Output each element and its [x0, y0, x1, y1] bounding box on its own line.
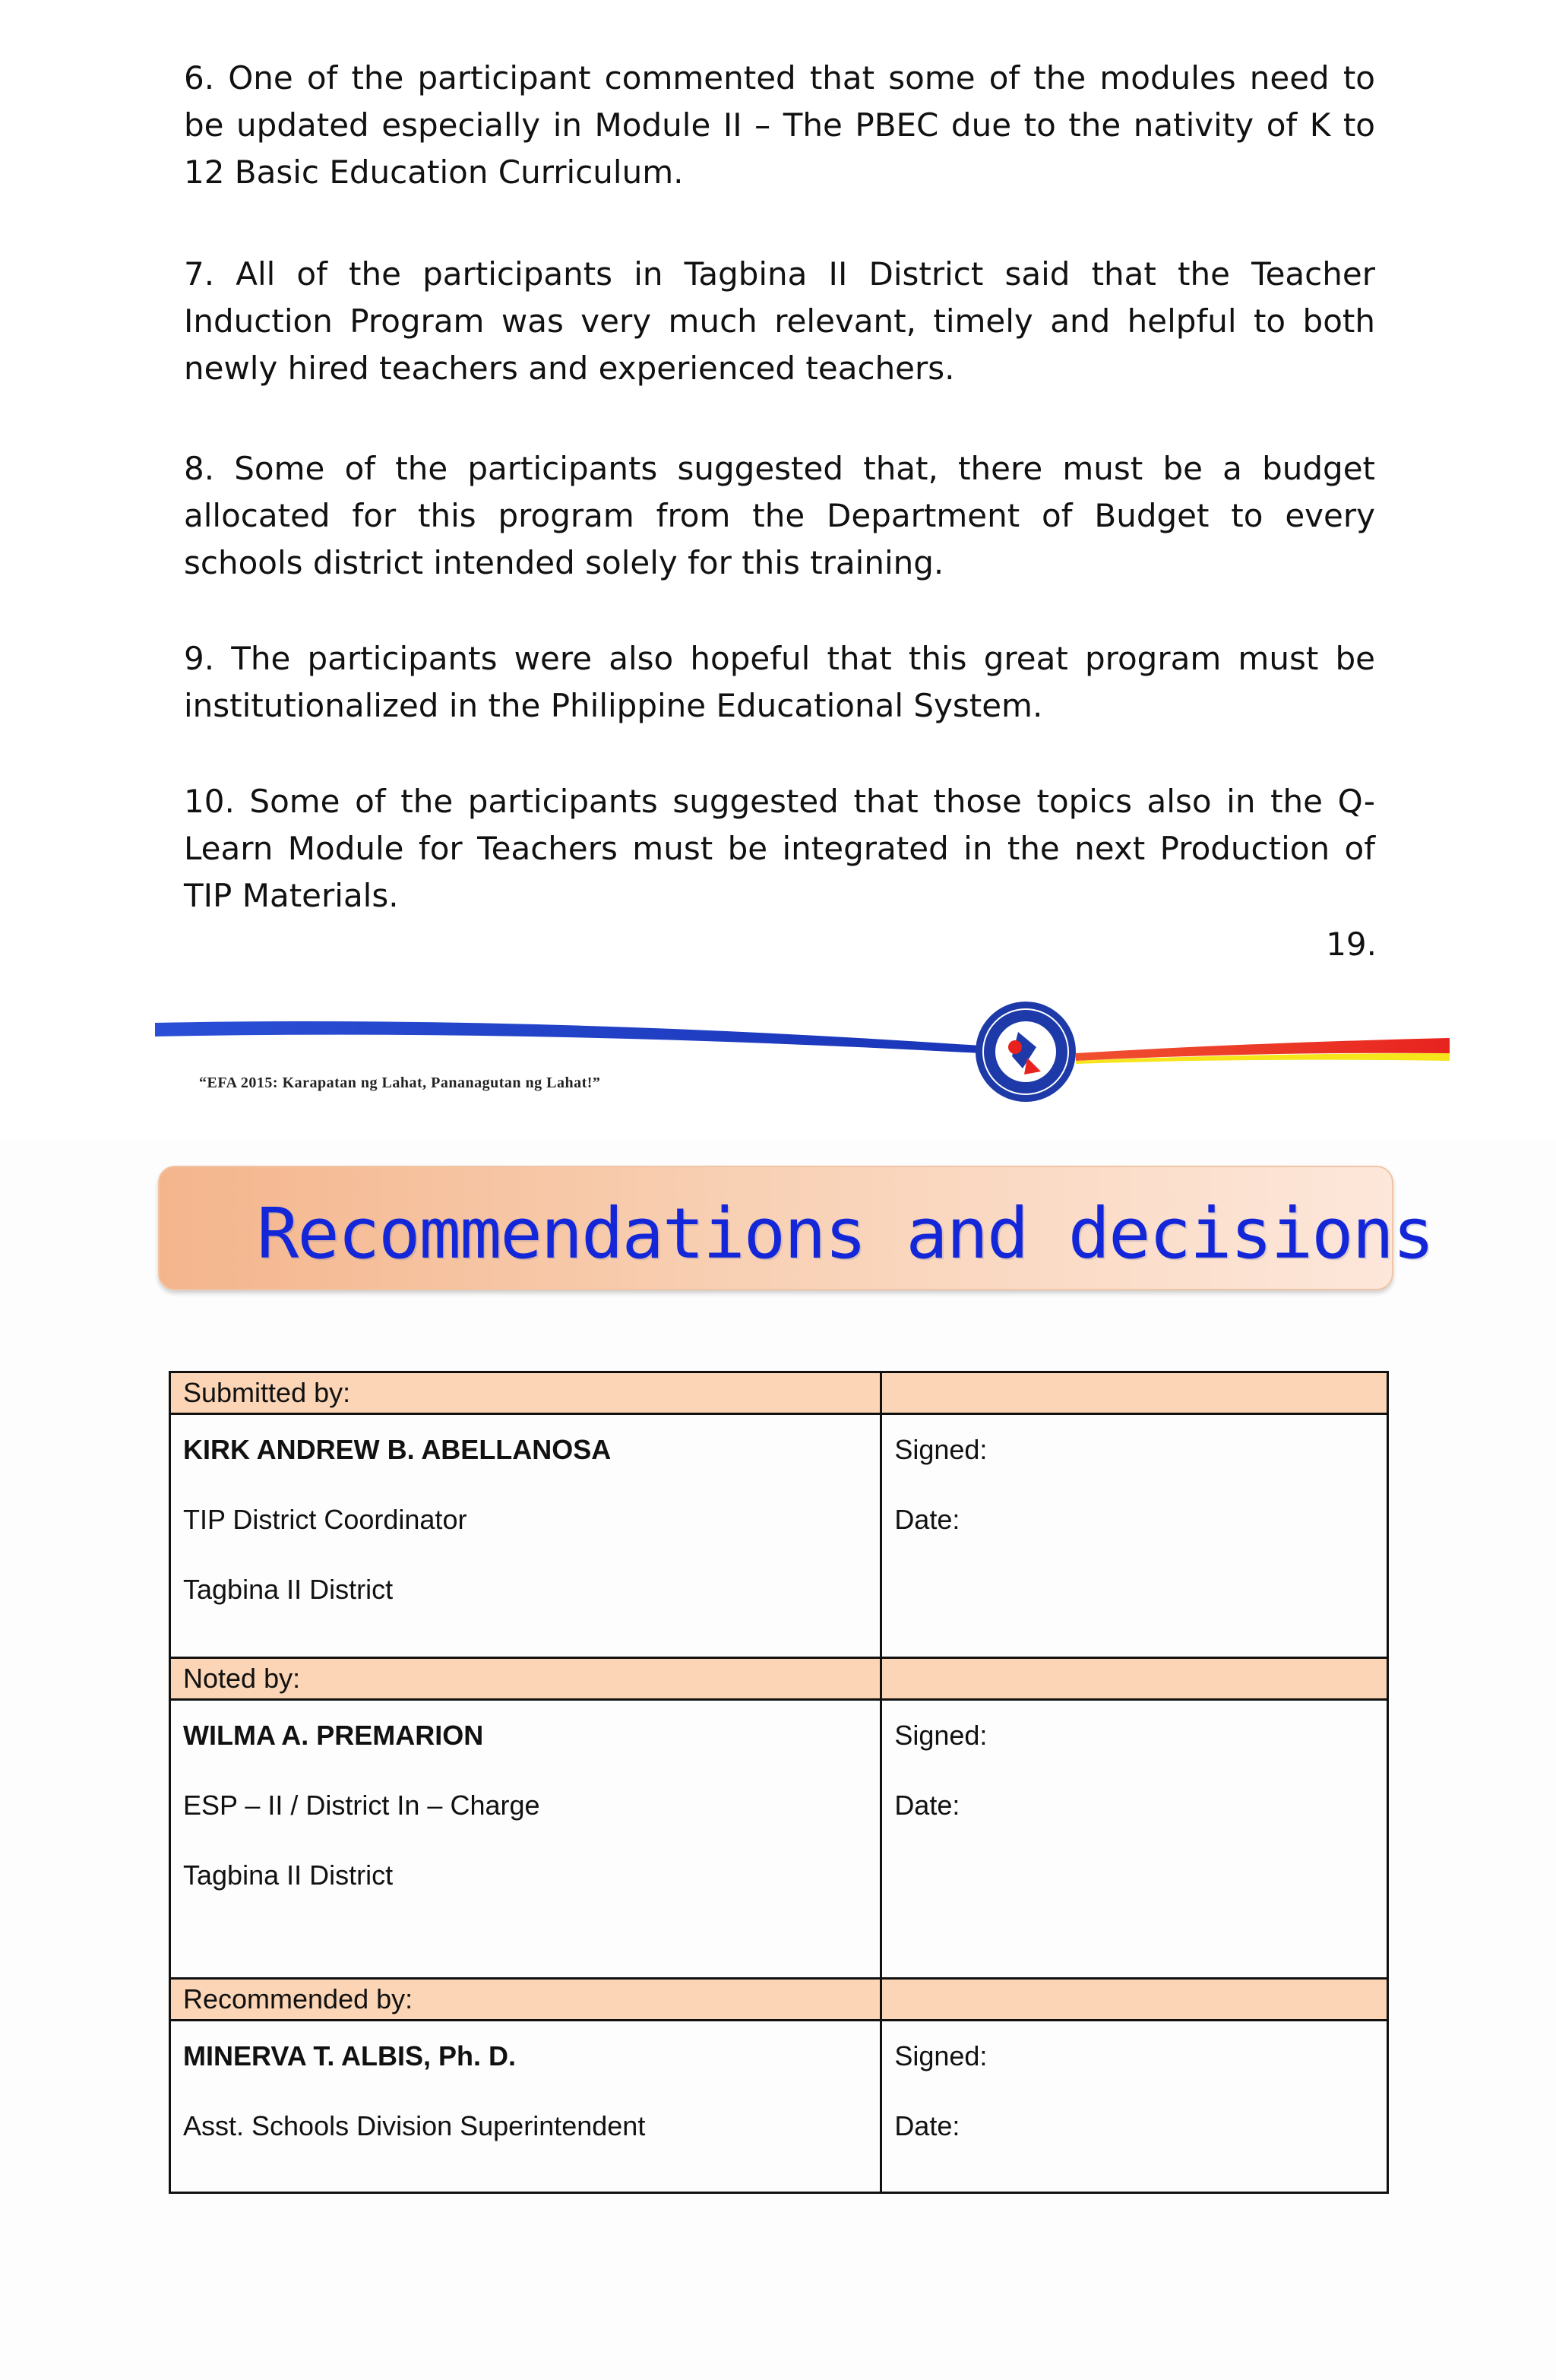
noted-by-header: Noted by:: [170, 1658, 881, 1700]
signatory-table: [169, 1371, 1389, 2194]
date-label: Date:: [894, 1790, 960, 1821]
signatory-name: MINERVA T. ALBIS, Ph. D.: [183, 2040, 517, 2071]
signatory-position: ESP – II / District In – Charge: [183, 1790, 540, 1821]
signatory-district: Tagbina II District: [183, 1574, 394, 1605]
section-heading-box: [158, 1166, 1434, 1290]
table-header-row: [170, 1372, 1388, 1414]
table-row: [170, 1700, 1388, 1979]
signatory-district: Tagbina II District: [183, 1859, 394, 1891]
banner-slogan: “EFA 2015: Karapatan ng Lahat, Pananagutan ng Lahat!”: [199, 1074, 601, 1091]
date-label: Date:: [894, 2110, 960, 2141]
submitted-by-header: Submitted by:: [170, 1372, 881, 1414]
paragraph-6: 6. One of the participant commented that some of the modules need to be updated especially in Module II – The PBEC due to the nativity of K to 12 Basic Education Curriculum.: [184, 59, 1375, 191]
signatory-name: KIRK ANDREW B. ABELLANOSA: [183, 1434, 612, 1465]
section-heading: Recommendations and decisions: [257, 1193, 1434, 1274]
signatory-position: TIP District Coordinator: [183, 1504, 467, 1535]
page-number: 19.: [1326, 926, 1377, 963]
signatory-position: Asst. Schools Division Superintendent: [183, 2110, 646, 2141]
table-header-row: [170, 1658, 1388, 1700]
paragraph-8: 8. Some of the participants suggested that, there must be a budget allocated for this program from the Department of Budget to every schools district intended solely for this training.: [184, 450, 1375, 581]
report-page-top: [0, 0, 1556, 1091]
blue-swoosh: [155, 1021, 980, 1053]
signed-label: Signed:: [894, 2040, 988, 2071]
signature-cell: [881, 2021, 1388, 2193]
signature-cell: [881, 1700, 1388, 1979]
header-empty-cell: [881, 1658, 1388, 1700]
deped-seal-icon: [976, 1002, 1076, 1102]
signatory-details: [170, 1700, 881, 1979]
date-label: Date:: [894, 1504, 960, 1535]
signatory-details: [170, 1414, 881, 1658]
paragraph-10: 10. Some of the participants suggested that those topics also in the Q-Learn Module for Teachers must be integrated in the next Production of TIP Materials.: [184, 783, 1375, 914]
signed-label: Signed:: [894, 1720, 988, 1751]
table-row: [170, 1414, 1388, 1658]
header-empty-cell: [881, 1372, 1388, 1414]
signature-cell: [881, 1414, 1388, 1658]
banner-swoosh-graphic: [152, 995, 1453, 1125]
table-row: [170, 2021, 1388, 2193]
signatory-details: [170, 2021, 881, 2193]
footer-banner: [152, 995, 1453, 1125]
paragraph-9: 9. The participants were also hopeful that this great program must be institutionalized in the Philippine Educational System.: [184, 640, 1375, 724]
recommended-by-header: Recommended by:: [170, 1979, 881, 2021]
paragraph-7: 7. All of the participants in Tagbina II District said that the Teacher Induction Program was very much relevant, timely and helpful to both newly hired teachers and experienced teachers.: [184, 255, 1375, 387]
header-empty-cell: [881, 1979, 1388, 2021]
signatory-name: WILMA A. PREMARION: [183, 1720, 484, 1751]
table-header-row: [170, 1979, 1388, 2021]
signed-label: Signed:: [894, 1434, 988, 1465]
